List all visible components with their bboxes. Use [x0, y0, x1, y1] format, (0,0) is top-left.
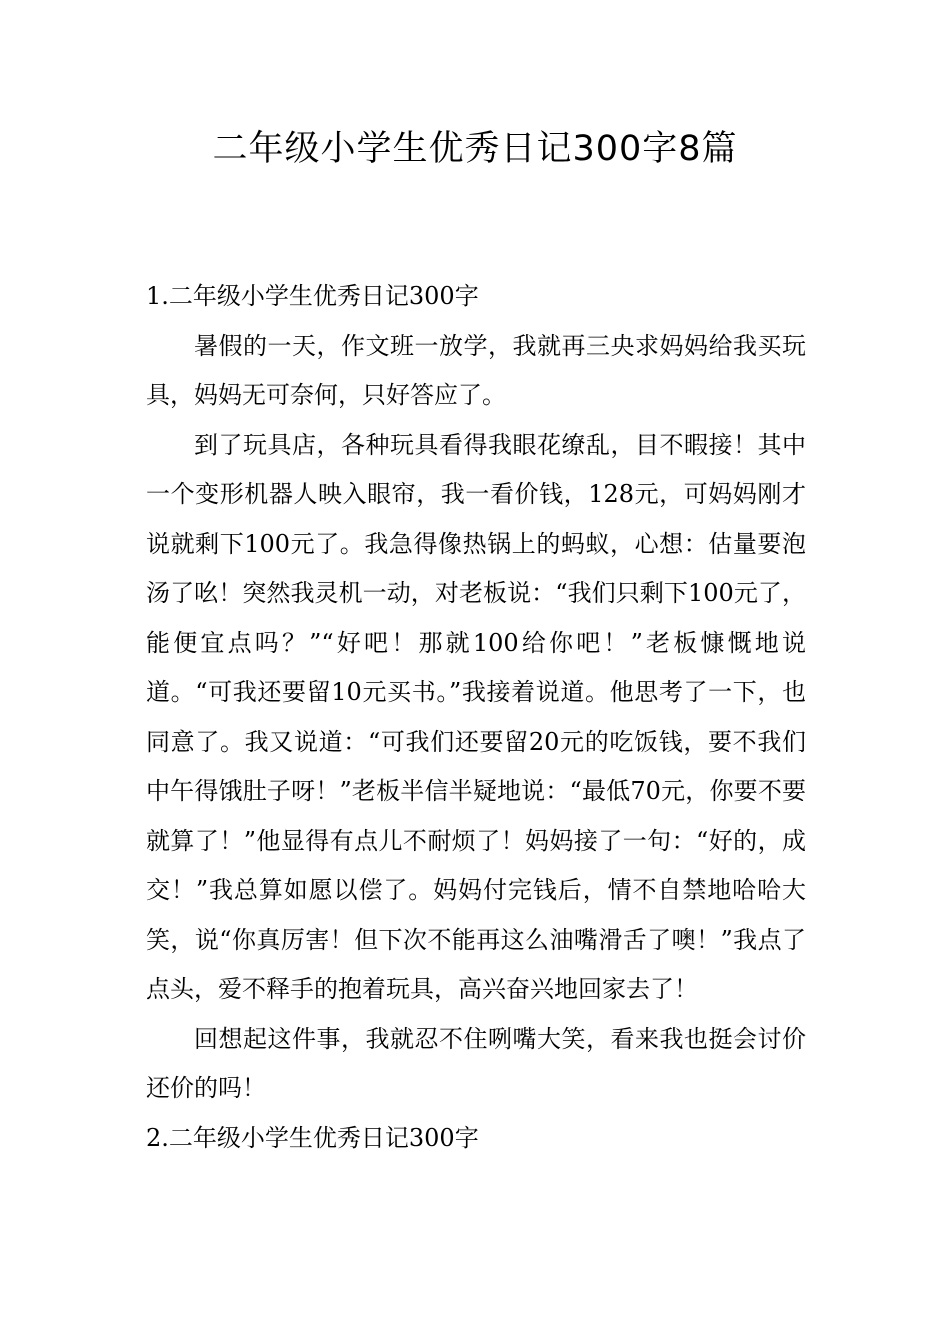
paragraph-2: 到了玩具店，各种玩具看得我眼花缭乱，目不暇接！其中一个变形机器人映入眼帘，我一看价钱，128元，可妈妈刚才说就剩下100元了。我急得像热锅上的蚂蚁，心想：估量要泡汤了吆！突然我灵机一动，对老板说：“我们只剩下100元了，能便宜点吗？”“好吧！那就100给你吧！”老板慷慨地说道。“可我还要留10元买书。”我接着说道。他思考了一下，也同意了。我又说道：“可我们还要留20元的吃饭钱，要不我们中午得饿肚子呀！”老板半信半疑地说：“最低70元，你要不要就算了！”他显得有点儿不耐烦了！妈妈接了一句：“好的，成交！”我总算如愿以偿了。妈妈付完钱后，情不自禁地哈哈大笑，说“你真厉害！但下次不能再这么油嘴滑舌了噢！”我点了点头，爱不释手的抱着玩具，高兴奋兴地回家去了！ — [146, 430, 806, 1003]
document-body — [146, 272, 806, 1163]
paragraph-3: 回想起这件事，我就忍不住咧嘴大笑，看来我也挺会讨价还价的吗！ — [146, 1024, 806, 1102]
document-title: 二年级小学生优秀日记300字8篇 — [212, 129, 738, 169]
section-heading-2: 2.二年级小学生优秀日记300字 — [146, 1123, 479, 1152]
paragraph-1: 暑假的一天，作文班一放学，我就再三央求妈妈给我买玩具，妈妈无可奈何，只好答应了。 — [146, 331, 806, 409]
section-heading-1: 1.二年级小学生优秀日记300字 — [146, 282, 479, 310]
